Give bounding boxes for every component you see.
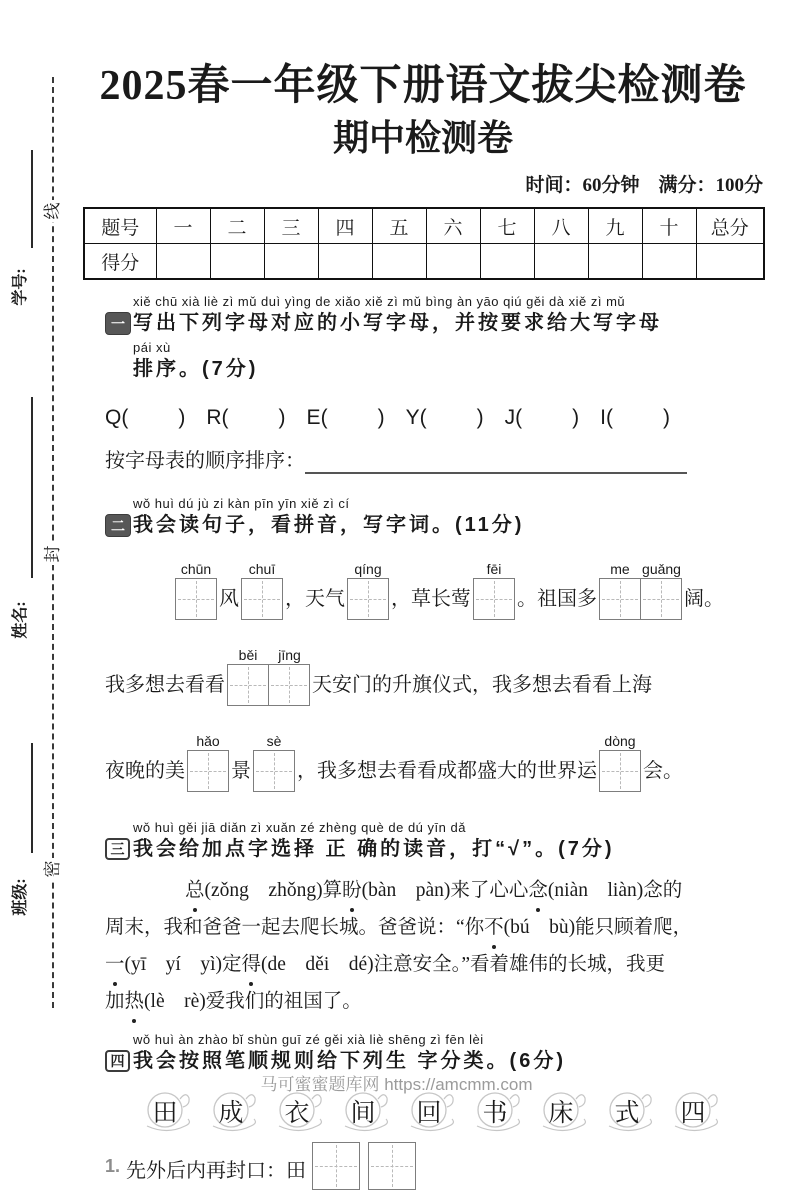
q4-item-boxes (312, 1142, 416, 1190)
letter-slot[interactable]: Q( ) (105, 406, 186, 429)
write-box[interactable] (641, 561, 682, 620)
seal-char-xian: 线 (38, 200, 68, 222)
q1-sort-prompt: 按字母表的顺序排序： (105, 450, 305, 472)
class-label: 班级: (12, 878, 29, 916)
q3-line-3 (105, 946, 750, 983)
question-3 (83, 820, 763, 1020)
time-and-score-info: 时间：60分钟 满分：100分 (525, 175, 763, 196)
dotted-character: 一 (105, 946, 125, 983)
reading-text: (niàn liàn)念的 (547, 880, 683, 901)
score-column-header: 五 (372, 208, 426, 244)
score-column-header: 一 (156, 208, 210, 244)
reading-text: (yī yí yì)定 (124, 954, 242, 975)
q4-instruction: 我会按照笔顺规则给下列生 字分类。(6分) (133, 1050, 566, 1072)
sentence-text: ，天气 (285, 588, 345, 610)
write-box[interactable] (253, 733, 295, 792)
question-number-label: 题号 (84, 208, 156, 244)
score-cell[interactable] (372, 244, 426, 280)
write-box[interactable] (347, 561, 389, 620)
letter: I (600, 406, 606, 429)
score-cell[interactable] (534, 244, 588, 280)
score-column-header: 二 (210, 208, 264, 244)
character-box[interactable] (187, 750, 229, 792)
score-table (83, 207, 765, 280)
question-3-number-icon: 三 (105, 838, 130, 860)
snail-char-text: 衣 (284, 1100, 310, 1127)
pinyin-label: dòng (604, 733, 636, 749)
letter: J (504, 406, 516, 429)
answer-line[interactable] (305, 452, 687, 474)
seal-char-mi: 密 (38, 858, 68, 880)
q2-line-2 (105, 640, 763, 716)
write-box[interactable] (599, 733, 641, 792)
snail-char-text: 田 (152, 1100, 178, 1127)
pinyin-label: jīng (278, 647, 301, 663)
sentence-text: 会。 (643, 760, 683, 782)
letter-slot[interactable]: I( ) (600, 406, 670, 429)
letter: E (306, 406, 321, 429)
character-box[interactable] (368, 1142, 416, 1190)
snail-char-text: 间 (350, 1100, 376, 1127)
paper-subtitle: 期中检测卷 (332, 118, 513, 158)
reading-text: (lè rè)爱我们的祖国了。 (144, 991, 362, 1012)
question-4-number-icon: 四 (105, 1050, 130, 1072)
score-column-header: 四 (318, 208, 372, 244)
q4-item-1 (105, 1142, 763, 1190)
pinyin-label: hǎo (196, 733, 220, 749)
exam-paper (83, 0, 763, 1190)
write-box[interactable] (599, 561, 641, 620)
q3-pinyin: wǒ huì gěi jiā diǎn zì xuǎn zé zhèng què de dú yīn dǎ (133, 820, 466, 835)
character-box[interactable] (241, 578, 283, 620)
pinyin-label: guǎng (642, 561, 681, 577)
q2-instruction: 我会读句子，看拼音，写字词。(11分) (133, 514, 525, 536)
sentence-text: 夜晚的美 (105, 760, 185, 782)
write-box[interactable] (269, 647, 310, 706)
pinyin-label: chūn (180, 561, 212, 577)
q3-paragraph (105, 872, 750, 1020)
student-id-writing-line[interactable] (31, 150, 33, 248)
write-box[interactable] (241, 561, 283, 620)
snail-char-text: 书 (482, 1100, 508, 1127)
score-label: 得分 (84, 244, 156, 280)
pinyin-label: qíng (354, 561, 382, 577)
q4-pinyin: wǒ huì àn zhào bǐ shùn guī zé gěi xià liè shēng zì fēn lèi (133, 1032, 484, 1047)
sentence-text: ，草长莺 (391, 588, 471, 610)
score-cell[interactable] (156, 244, 210, 280)
question-2 (83, 496, 763, 802)
score-cell[interactable] (210, 244, 264, 280)
dotted-character: 热 (125, 983, 145, 1020)
item-text: 先外后内再封口：田 (126, 1160, 307, 1182)
q1-letters (105, 406, 670, 430)
score-column-header: 九 (588, 208, 642, 244)
pinyin-label: me (610, 561, 630, 577)
q1-pinyin-2: pái xù (133, 340, 171, 355)
character-box[interactable] (175, 578, 217, 620)
score-cell[interactable] (264, 244, 318, 280)
paper-title: 2025春一年级下册语文拔尖检测卷 (99, 63, 747, 109)
q3-instruction: 我会给加点字选择 正 确的读音，打“√”。(7分) (133, 838, 615, 860)
write-box[interactable] (175, 561, 217, 620)
score-column-header: 十 (642, 208, 696, 244)
q1-sort-row (105, 448, 763, 474)
score-table-score-row (84, 244, 764, 280)
letter-slot[interactable]: Y( ) (405, 406, 484, 429)
sentence-text: 景 (231, 760, 251, 782)
score-column-header: 六 (426, 208, 480, 244)
character-box[interactable] (227, 664, 269, 706)
score-table-header-row (84, 208, 764, 244)
snail-char-text: 床 (548, 1100, 574, 1127)
character-box[interactable] (599, 578, 641, 620)
character-box[interactable] (253, 750, 295, 792)
character-box[interactable] (599, 750, 641, 792)
sentence-text: 阔。 (684, 588, 724, 610)
score-cell[interactable] (588, 244, 642, 280)
q1-instruction: 写出下列字母对应的小写字母，并按要求给大写字母 (133, 312, 662, 334)
letter: Y (405, 406, 420, 429)
character-box[interactable] (347, 578, 389, 620)
letter-slot[interactable]: E( ) (306, 406, 385, 429)
question-2-number-icon: 二 (105, 514, 131, 537)
snail-char-text: 式 (614, 1100, 640, 1127)
q2-line-1 (173, 554, 763, 630)
score-column-header: 三 (264, 208, 318, 244)
reading-text: (bàn pàn)来了心心 (361, 880, 529, 901)
seal-char-feng: 封 (38, 543, 68, 565)
q2-line-3 (105, 726, 763, 802)
character-box[interactable] (640, 578, 682, 620)
q1-instruction-2: 排序。(7分) (133, 358, 259, 380)
character-box[interactable] (268, 664, 310, 706)
score-cell[interactable] (642, 244, 696, 280)
class-writing-line[interactable] (31, 743, 33, 853)
q2-pinyin: wǒ huì dú jù zi kàn pīn yīn xiě zì cí (133, 496, 350, 511)
question-1-number-icon: 一 (105, 312, 131, 335)
q3-line-1 (105, 872, 750, 909)
score-cell[interactable] (426, 244, 480, 280)
dotted-character: 总 (185, 872, 205, 909)
reading-text: (zǒng zhǒng)算 (204, 880, 343, 901)
write-box[interactable] (473, 561, 515, 620)
q3-line-2 (105, 909, 750, 946)
student-id-label: 学号: (12, 268, 29, 306)
pinyin-label: sè (266, 733, 282, 749)
score-column-header: 八 (534, 208, 588, 244)
letter: Q (105, 406, 122, 429)
q1-pinyin: xiě chū xià liè zì mǔ duì yìng de xiǎo xiě zì mǔ bìng àn yāo qiú gěi dà xiě zì mǔ (133, 294, 626, 309)
score-cell[interactable] (480, 244, 534, 280)
dotted-character: 得 (242, 946, 262, 983)
item-number: 1. (105, 1156, 121, 1176)
question-4 (83, 1032, 763, 1190)
score-column-header: 总分 (696, 208, 764, 244)
character-box[interactable] (312, 1142, 360, 1190)
dotted-character: 念 (528, 872, 548, 909)
score-column-header: 七 (480, 208, 534, 244)
letter-slot[interactable]: J( ) (504, 406, 580, 429)
reading-text: (de děi dé)注意安全。”看着雄伟的长城，我更 (261, 954, 666, 975)
write-box-pair[interactable] (599, 561, 682, 620)
sentence-text: ，我多想去看看成都盛大的世界运 (297, 760, 597, 782)
name-label: 姓名: (12, 601, 29, 639)
dotted-character: 不 (484, 909, 504, 946)
q3-line-4 (105, 983, 750, 1020)
snail-char-text: 成 (218, 1100, 244, 1127)
reading-text: 周末，我和爸爸一起去爬长城。爸爸说：“你 (105, 917, 485, 938)
name-writing-line[interactable] (31, 397, 33, 578)
write-box[interactable] (227, 647, 269, 706)
reading-text: (bú bù)能只顾着爬， (503, 917, 693, 938)
pinyin-label: běi (238, 647, 258, 663)
character-box[interactable] (473, 578, 515, 620)
sentence-text: 风 (219, 588, 239, 610)
sentence-text: 天安门的升旗仪式，我多想去看看上海 (312, 674, 652, 696)
score-cell[interactable] (318, 244, 372, 280)
watermark-footer: 马可蜜蜜题库网 https://amcmm.com (260, 1075, 533, 1094)
sentence-text: 我多想去看看 (105, 674, 225, 696)
reading-text: 加 (105, 991, 125, 1012)
write-box[interactable] (187, 733, 229, 792)
snail-char-text: 四 (680, 1100, 706, 1127)
score-cell[interactable] (696, 244, 764, 280)
sentence-text: 。祖国多 (517, 588, 597, 610)
pinyin-label: chuī (248, 561, 276, 577)
question-1 (83, 294, 763, 474)
dotted-character: 盼 (342, 872, 362, 909)
snail-char-text: 回 (416, 1100, 442, 1127)
pinyin-label: fēi (486, 561, 502, 577)
letter: R (206, 406, 222, 429)
letter-slot[interactable]: R( ) (206, 406, 286, 429)
write-box-pair[interactable] (227, 647, 310, 706)
